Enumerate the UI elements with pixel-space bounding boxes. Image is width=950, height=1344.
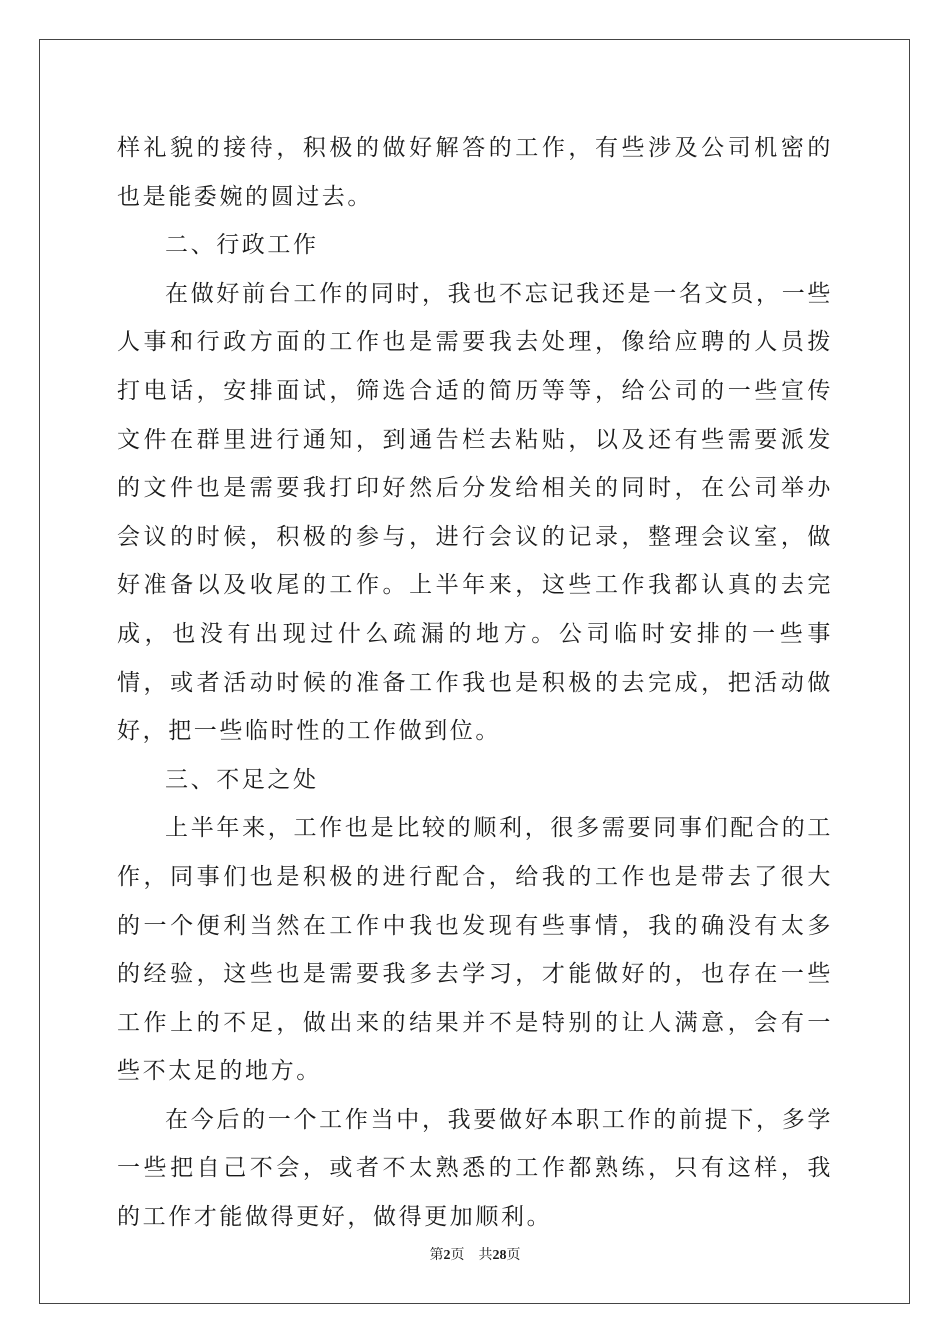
total-prefix: 共 (478, 1247, 493, 1263)
section-heading-admin-work: 二、行政工作 (165, 232, 319, 259)
page-number: 2 (443, 1248, 451, 1263)
paragraph-continued: 样礼貌的接待，积极的做好解答的工作，有些涉及公司机密的也是能委婉的圆过去。 (117, 135, 833, 210)
page-suffix: 页 (450, 1247, 465, 1263)
page-footer (0, 1245, 950, 1266)
total-pages: 28 (492, 1248, 507, 1263)
paragraph-shortcomings: 上半年来，工作也是比较的顺利，很多需要同事们配合的工作，同事们也是积极的进行配合，给我的工作也是带去了很大的一个便利当然在工作中我也发现有些事情，我的确没有太多的经验，这些也是需要我多去学习，才能做好的，也存在一些工作上的不足，做出来的结果并不是特别的让人满意，会有一些不太足的地方。 (117, 815, 833, 1085)
paragraph-admin-work: 在做好前台工作的同时，我也不忘记我还是一名文员，一些人事和行政方面的工作也是需要我去处理，像给应聘的人员拨打电话，安排面试，筛选合适的简历等等，给公司的一些宣传文件在群里进行通知，到通告栏去粘贴，以及还有些需要派发的文件也是需要我打印好然后分发给相关的同时，在公司举办会议的时候，积极的参与，进行会议的记录，整理会议室，做好准备以及收尾的工作。上半年来，这些工作我都认真的去完成，也没有出现过什么疏漏的地方。公司临时安排的一些事情，或者活动时候的准备工作我也是积极的去完成，把活动做好，把一些临时性的工作做到位。 (117, 280, 833, 745)
document-body (117, 124, 833, 1242)
paragraph-future-plan: 在今后的一个工作当中，我要做好本职工作的前提下，多学一些把自己不会，或者不太熟悉的工作都熟练，只有这样，我的工作才能做得更好，做得更加顺利。 (117, 1106, 833, 1231)
section-heading-shortcomings: 三、不足之处 (165, 766, 319, 793)
page-prefix: 第 (429, 1247, 444, 1263)
total-suffix: 页 (506, 1247, 521, 1263)
